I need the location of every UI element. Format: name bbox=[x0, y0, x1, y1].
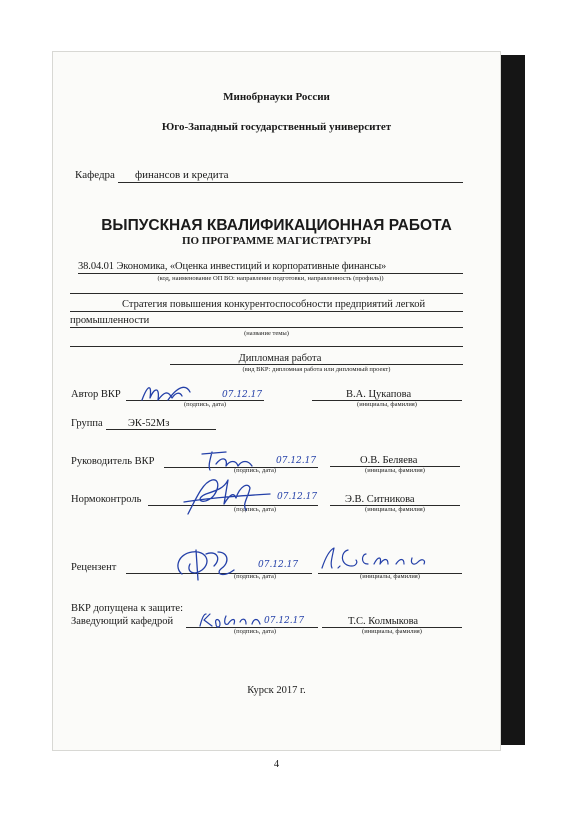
work-type-value: Дипломная работа bbox=[238, 353, 322, 364]
page-number: 4 bbox=[273, 759, 280, 770]
author-name: В.А. Цукапова bbox=[346, 389, 412, 400]
work-type-underline bbox=[170, 364, 463, 365]
supervisor-label: Руководитель ВКР bbox=[71, 456, 155, 467]
head-sign-caption: (подпись, дата) bbox=[233, 628, 277, 635]
topic-underline-1 bbox=[70, 311, 463, 312]
normcontrol-signature-icon bbox=[178, 474, 278, 520]
normcontrol-name: Э.В. Ситникова bbox=[345, 494, 415, 505]
reviewer-name-caption: (инициалы, фамилия) bbox=[360, 573, 420, 580]
topic-caption: (название темы) bbox=[244, 330, 289, 337]
head-signature-icon bbox=[196, 610, 266, 630]
author-signature-icon bbox=[138, 378, 218, 408]
university-name: Юго-Западный государственный университет bbox=[161, 121, 392, 133]
reviewer-signature-icon bbox=[172, 544, 244, 584]
topic-underline-2 bbox=[70, 327, 463, 328]
reviewer-label: Рецензент bbox=[71, 562, 117, 573]
group-underline bbox=[106, 429, 216, 430]
head-name-caption: (инициалы, фамилия) bbox=[362, 628, 422, 635]
group-value: ЭК-52Мз bbox=[128, 418, 170, 429]
author-name-caption: (инициалы, фамилия) bbox=[357, 401, 417, 408]
head-date: 07.12.17 bbox=[264, 616, 305, 626]
reviewer-name-signature-icon bbox=[318, 542, 438, 576]
author-date: 07.12.17 bbox=[222, 390, 263, 400]
program-caption: (код, наименование ОП ВО: направление подготовки, направленность (профиль)) bbox=[157, 275, 384, 282]
supervisor-signature-icon bbox=[198, 446, 278, 474]
scanner-edge-band bbox=[498, 55, 525, 745]
work-type-caption: (вид ВКР: дипломная работа или дипломный проект) bbox=[242, 366, 391, 373]
author-label: Автор ВКР bbox=[71, 389, 121, 400]
supervisor-date: 07.12.17 bbox=[276, 456, 317, 466]
department-label: Кафедра bbox=[75, 169, 115, 181]
program-value: 38.04.01 Экономика, «Оценка инвестиций и корпоративные финансы» bbox=[78, 261, 387, 272]
head-of-department-label: Заведующий кафедрой bbox=[71, 616, 174, 627]
head-name: Т.С. Колмыкова bbox=[348, 616, 419, 627]
supervisor-sign-caption: (подпись, дата) bbox=[233, 467, 277, 474]
topic-blank-line bbox=[70, 346, 463, 347]
ministry-name: Минобрнауки России bbox=[223, 91, 330, 103]
work-title-program: ПО ПРОГРАММЕ МАГИСТРАТУРЫ bbox=[181, 235, 372, 247]
reviewer-date: 07.12.17 bbox=[258, 560, 299, 570]
normcontrol-date: 07.12.17 bbox=[277, 492, 318, 502]
department-value: финансов и кредита bbox=[135, 169, 229, 181]
topic-line-1: Стратегия повышения конкурентоспособности предприятий легкой bbox=[122, 299, 426, 310]
normcontrol-sign-caption: (подпись, дата) bbox=[233, 506, 277, 513]
program-underline bbox=[78, 273, 463, 274]
supervisor-name-caption: (инициалы, фамилия) bbox=[365, 467, 425, 474]
work-title: ВЫПУСКНАЯ КВАЛИФИКАЦИОННАЯ РАБОТА bbox=[101, 217, 452, 234]
city-year: Курск 2017 г. bbox=[247, 685, 306, 696]
group-label: Группа bbox=[71, 418, 103, 429]
reviewer-sign-caption: (подпись, дата) bbox=[233, 573, 277, 580]
department-underline bbox=[118, 182, 463, 183]
normcontrol-name-caption: (инициалы, фамилия) bbox=[365, 506, 425, 513]
admitted-label: ВКР допущена к защите: bbox=[71, 603, 183, 614]
author-sign-caption: (подпись, дата) bbox=[183, 401, 227, 408]
supervisor-name: О.В. Беляева bbox=[360, 455, 418, 466]
title-page-sheet bbox=[53, 52, 500, 750]
topic-line-2: промышленности bbox=[70, 315, 150, 326]
normcontrol-label: Нормоконтроль bbox=[71, 494, 142, 505]
topic-top-line bbox=[70, 293, 463, 294]
